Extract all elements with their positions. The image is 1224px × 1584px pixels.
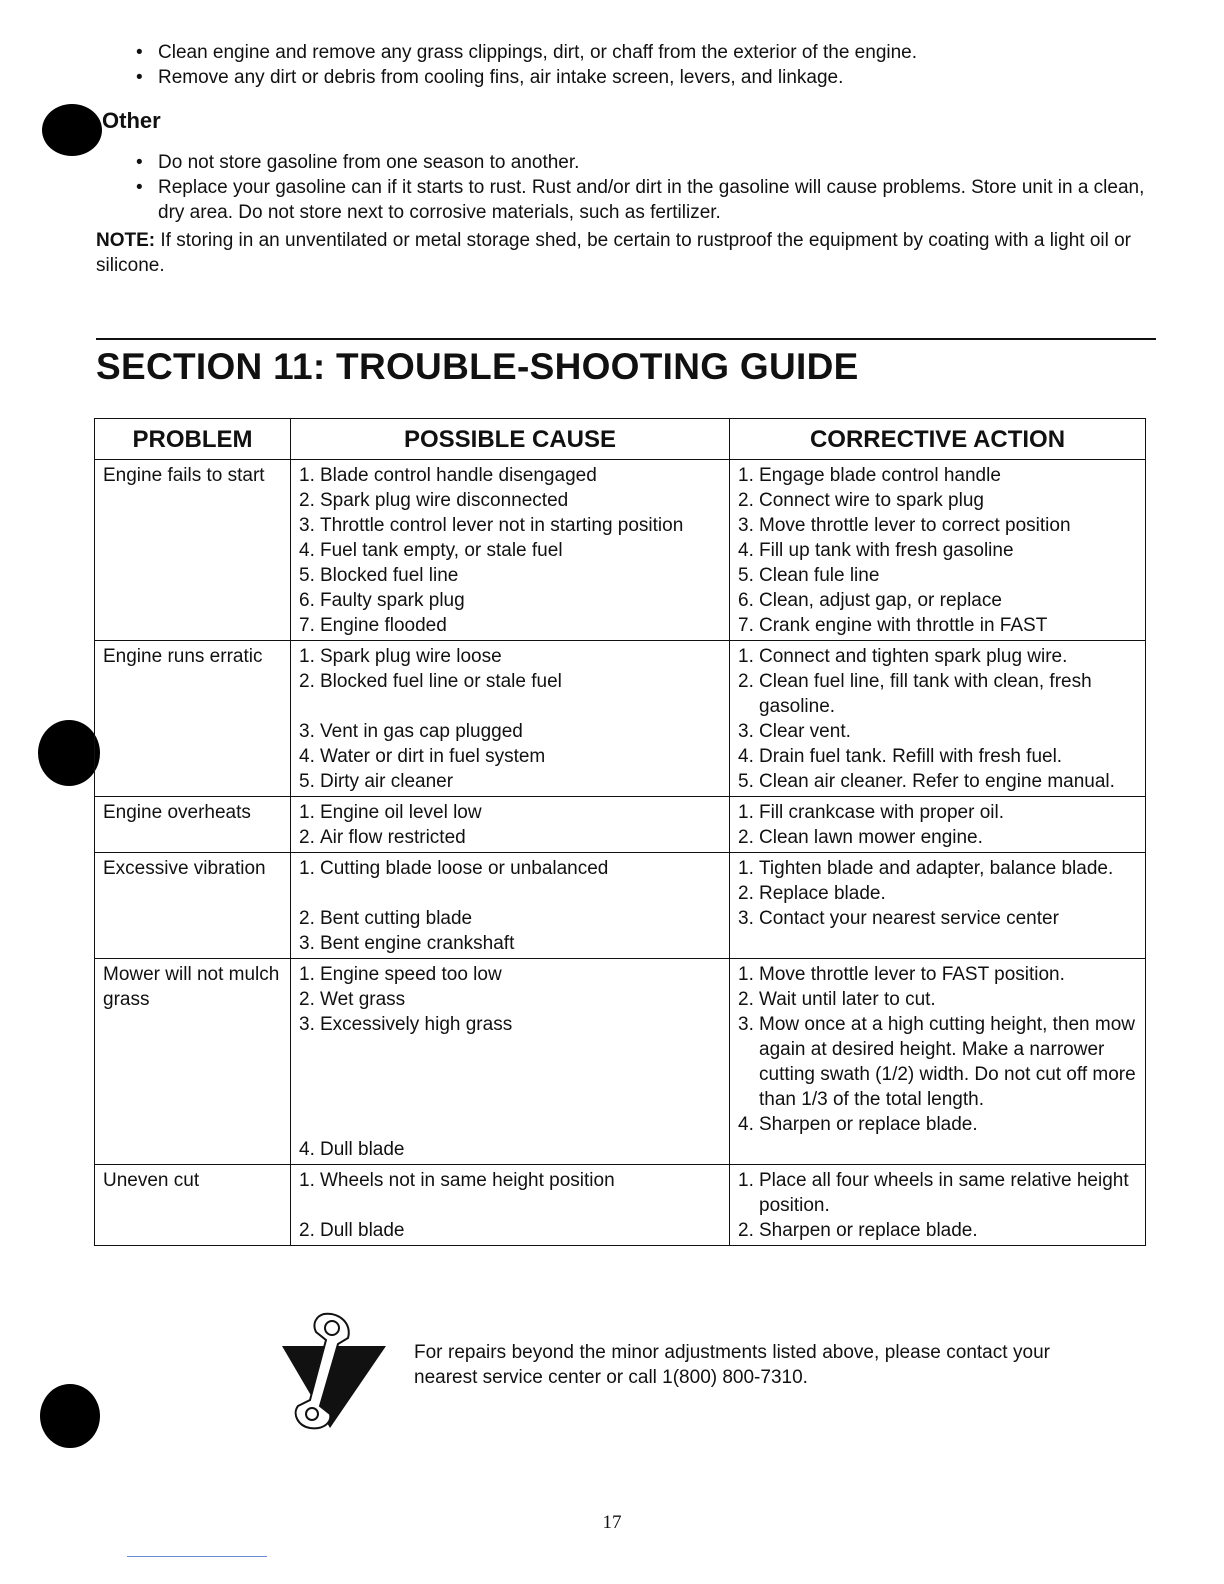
maintenance-bullets <box>136 40 1136 90</box>
troubleshooting-table <box>94 418 1146 1246</box>
telephone-icon <box>280 1310 392 1434</box>
problem-cell: Engine fails to start <box>95 460 291 641</box>
binder-hole-bottom <box>40 1384 100 1448</box>
note-text: If storing in an unventilated or metal storage shed, be certain to rustproof the equipment by coating with a light oil or silicone. <box>96 230 1132 276</box>
section-title: SECTION 11: TROUBLE-SHOOTING GUIDE <box>96 346 859 387</box>
other-bullets <box>136 150 1168 225</box>
table-row <box>95 797 1146 853</box>
table-row <box>95 641 1146 797</box>
cause-cell: 1. Blade control handle disengaged 2. Spark plug wire disconnected 3. Throttle control lever not in starting position 4. Fuel tank empty, or stale fuel 5. Blocked fuel line 6. Faulty spark plug 7. Engine flooded <box>291 460 730 641</box>
bullet-item: • Clean engine and remove any grass clippings, dirt, or chaff from the exterior of the engine. <box>136 40 1136 65</box>
problem-cell: Engine runs erratic <box>95 641 291 797</box>
storage-note <box>96 228 1170 278</box>
page-number: 17 <box>602 1512 622 1533</box>
table-row <box>95 959 1146 1165</box>
other-heading: Other <box>102 108 161 133</box>
repair-contact-note: For repairs beyond the minor adjustments listed above, please contact your nearest service center or call 1(800) 800-7310. <box>414 1342 1050 1388</box>
section-divider <box>96 338 1156 340</box>
footer-line <box>127 1556 267 1557</box>
header-problem: PROBLEM <box>95 419 291 460</box>
header-corrective-action: CORRECTIVE ACTION <box>730 419 1146 460</box>
problem-cell: Uneven cut <box>95 1165 291 1246</box>
bullet-item: • Do not store gasoline from one season to another. <box>136 150 1168 175</box>
bullet-item: • Remove any dirt or debris from cooling fins, air intake screen, levers, and linkage. <box>136 65 1136 90</box>
action-cell: 1. Engage blade control handle 2. Connect wire to spark plug 3. Move throttle lever to correct position 4. Fill up tank with fresh gasoline 5. Clean fule line 6. Clean, adjust gap, or replace 7. Crank engine with throttle in FAST <box>730 460 1146 641</box>
cause-cell: 1. Spark plug wire loose 2. Blocked fuel line or stale fuel 3. Vent in gas cap plugged 4. Water or dirt in fuel system 5. Dirty air cleaner <box>291 641 730 797</box>
binder-hole-top <box>42 104 102 156</box>
problem-cell: Engine overheats <box>95 797 291 853</box>
action-cell: 1. Connect and tighten spark plug wire. 2. Clean fuel line, fill tank with clean, fresh gasoline. 3. Clear vent. 4. Drain fuel tank. Refill with fresh fuel. 5. Clean air cleaner. Refer to engine manual. <box>730 641 1146 797</box>
bullet-item: • Replace your gasoline can if it starts to rust. Rust and/or dirt in the gasoline will cause problems. Store unit in a clean, dry area. Do not store next to corrosive materials, such as fertilizer. <box>136 175 1168 225</box>
cause-cell: 1. Engine speed too low 2. Wet grass 3. Excessively high grass 4. Dull blade <box>291 959 730 1165</box>
cause-cell: 1. Wheels not in same height position 2. Dull blade <box>291 1165 730 1246</box>
cause-cell: 1. Cutting blade loose or unbalanced 2. Bent cutting blade 3. Bent engine crankshaft <box>291 853 730 959</box>
header-possible-cause: POSSIBLE CAUSE <box>291 419 730 460</box>
action-cell: 1. Place all four wheels in same relative height position. 2. Sharpen or replace blade. <box>730 1165 1146 1246</box>
table-row <box>95 853 1146 959</box>
action-cell: 1. Fill crankcase with proper oil. 2. Clean lawn mower engine. <box>730 797 1146 853</box>
problem-cell: Excessive vibration <box>95 853 291 959</box>
action-cell: 1. Tighten blade and adapter, balance blade. 2. Replace blade. 3. Contact your nearest service center <box>730 853 1146 959</box>
action-cell: 1. Move throttle lever to FAST position. 2. Wait until later to cut. 3. Mow once at a high cutting height, then mow again at desired height. Make a narrower cutting swath (1/2) width. Do not cut off more than 1/3 of the total length. 4. Sharpen or replace blade. <box>730 959 1146 1165</box>
cause-cell: 1. Engine oil level low 2. Air flow restricted <box>291 797 730 853</box>
note-label: NOTE: <box>96 230 156 251</box>
table-row <box>95 460 1146 641</box>
binder-hole-middle <box>38 720 100 786</box>
table-row <box>95 1165 1146 1246</box>
problem-cell: Mower will not mulch grass <box>95 959 291 1165</box>
table-header-row <box>95 419 1146 460</box>
